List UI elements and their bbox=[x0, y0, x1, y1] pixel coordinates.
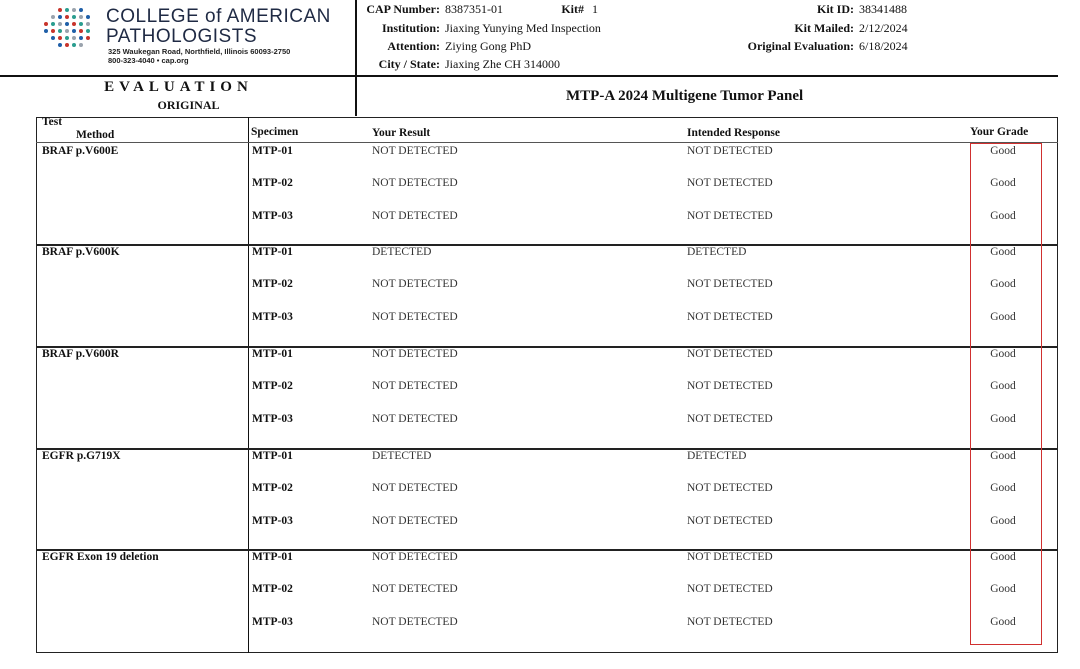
your-result: NOT DETECTED bbox=[372, 616, 458, 628]
city-value: Jiaxing Zhe CH 314000 bbox=[445, 57, 560, 71]
intended-response: NOT DETECTED bbox=[687, 278, 773, 290]
intended-response: DETECTED bbox=[687, 450, 747, 462]
your-result: NOT DETECTED bbox=[372, 348, 458, 360]
attention-label: Attention: bbox=[387, 39, 440, 53]
col-specimen: Specimen bbox=[251, 126, 299, 138]
your-grade: Good bbox=[990, 450, 1016, 462]
intended-response: NOT DETECTED bbox=[687, 482, 773, 494]
intended-response: NOT DETECTED bbox=[687, 380, 773, 392]
results-table bbox=[36, 117, 1058, 653]
your-result: NOT DETECTED bbox=[372, 515, 458, 527]
orig-eval-label: Original Evaluation: bbox=[747, 39, 854, 53]
org-name-line2: PATHOLOGISTS bbox=[106, 26, 257, 47]
intended-response: DETECTED bbox=[687, 246, 747, 258]
specimen-id: MTP-01 bbox=[252, 246, 293, 258]
intended-response: NOT DETECTED bbox=[687, 145, 773, 157]
your-result: NOT DETECTED bbox=[372, 482, 458, 494]
header-row-rule bbox=[36, 142, 1058, 143]
logo-dot bbox=[65, 36, 69, 40]
logo-dot bbox=[72, 36, 76, 40]
intended-response: NOT DETECTED bbox=[687, 311, 773, 323]
institution-value: Jiaxing Yunying Med Inspection bbox=[445, 21, 601, 35]
intended-response: NOT DETECTED bbox=[687, 551, 773, 563]
your-result: NOT DETECTED bbox=[372, 380, 458, 392]
test-name: BRAF p.V600R bbox=[42, 348, 119, 360]
logo-dot bbox=[86, 22, 90, 26]
logo-dot bbox=[72, 43, 76, 47]
logo-dot bbox=[65, 8, 69, 12]
panel-title: MTP-A 2024 Multigene Tumor Panel bbox=[566, 88, 804, 104]
test-name: EGFR Exon 19 deletion bbox=[42, 551, 159, 563]
group-divider bbox=[36, 448, 1058, 450]
logo-dot bbox=[72, 22, 76, 26]
grade-highlight-box bbox=[970, 143, 1042, 645]
kit-mailed-value: 2/12/2024 bbox=[859, 21, 908, 35]
city-label: City / State: bbox=[378, 57, 440, 71]
your-grade: Good bbox=[990, 278, 1016, 290]
logo-dot bbox=[58, 15, 62, 19]
specimen-id: MTP-03 bbox=[252, 311, 293, 323]
your-grade: Good bbox=[990, 551, 1016, 563]
your-grade: Good bbox=[990, 348, 1016, 360]
logo-dot bbox=[65, 43, 69, 47]
your-result: DETECTED bbox=[372, 450, 432, 462]
cap-number-value: 8387351-01 bbox=[445, 2, 503, 16]
logo-dot bbox=[72, 29, 76, 33]
your-grade: Good bbox=[990, 145, 1016, 157]
column-divider bbox=[248, 117, 249, 653]
col-your-grade: Your Grade bbox=[970, 126, 1029, 138]
logo-dot bbox=[86, 36, 90, 40]
test-name: BRAF p.V600E bbox=[42, 145, 119, 157]
your-grade: Good bbox=[990, 515, 1016, 527]
specimen-id: MTP-01 bbox=[252, 551, 293, 563]
your-grade: Good bbox=[990, 413, 1016, 425]
specimen-id: MTP-01 bbox=[252, 145, 293, 157]
col-your-result: Your Result bbox=[372, 127, 431, 139]
group-divider bbox=[36, 549, 1058, 551]
logo-dot bbox=[65, 22, 69, 26]
logo-dot bbox=[79, 22, 83, 26]
specimen-id: MTP-02 bbox=[252, 380, 293, 392]
your-result: NOT DETECTED bbox=[372, 583, 458, 595]
specimen-id: MTP-03 bbox=[252, 210, 293, 222]
org-address: 325 Waukegan Road, Northfield, Illinois 60093-2750 bbox=[108, 47, 291, 56]
specimen-id: MTP-03 bbox=[252, 413, 293, 425]
intended-response: NOT DETECTED bbox=[687, 177, 773, 189]
logo-dot bbox=[44, 29, 48, 33]
your-grade: Good bbox=[990, 210, 1016, 222]
specimen-id: MTP-02 bbox=[252, 177, 293, 189]
kit-mailed-label: Kit Mailed: bbox=[794, 21, 854, 35]
intended-response: NOT DETECTED bbox=[687, 210, 773, 222]
specimen-id: MTP-02 bbox=[252, 482, 293, 494]
logo-dot bbox=[58, 36, 62, 40]
header-divider bbox=[355, 0, 357, 76]
intended-response: NOT DETECTED bbox=[687, 413, 773, 425]
logo-dot bbox=[72, 8, 76, 12]
logo-dot bbox=[58, 22, 62, 26]
logo-dot bbox=[44, 22, 48, 26]
your-result: DETECTED bbox=[372, 246, 432, 258]
logo-dot bbox=[51, 36, 55, 40]
logo-dot bbox=[58, 43, 62, 47]
specimen-id: MTP-01 bbox=[252, 450, 293, 462]
your-grade: Good bbox=[990, 246, 1016, 258]
group-divider bbox=[36, 346, 1058, 348]
specimen-id: MTP-03 bbox=[252, 616, 293, 628]
your-result: NOT DETECTED bbox=[372, 311, 458, 323]
your-result: NOT DETECTED bbox=[372, 278, 458, 290]
your-result: NOT DETECTED bbox=[372, 551, 458, 563]
your-result: NOT DETECTED bbox=[372, 210, 458, 222]
evaluation-title: EVALUATION bbox=[104, 79, 253, 95]
your-result: NOT DETECTED bbox=[372, 145, 458, 157]
cap-logo bbox=[44, 4, 98, 52]
org-phone: 800-323-4040 • cap.org bbox=[108, 56, 189, 65]
logo-dot bbox=[65, 15, 69, 19]
your-grade: Good bbox=[990, 177, 1016, 189]
header-rule bbox=[0, 75, 1058, 77]
logo-dot bbox=[58, 29, 62, 33]
specimen-id: MTP-01 bbox=[252, 348, 293, 360]
intended-response: NOT DETECTED bbox=[687, 348, 773, 360]
logo-dot bbox=[72, 15, 76, 19]
specimen-id: MTP-02 bbox=[252, 583, 293, 595]
kit-value: 1 bbox=[592, 2, 598, 16]
kit-id-value: 38341488 bbox=[859, 2, 907, 16]
logo-dot bbox=[58, 8, 62, 12]
test-name: BRAF p.V600K bbox=[42, 246, 120, 258]
your-grade: Good bbox=[990, 311, 1016, 323]
group-divider bbox=[36, 244, 1058, 246]
orig-eval-value: 6/18/2024 bbox=[859, 39, 908, 53]
your-grade: Good bbox=[990, 380, 1016, 392]
logo-dot bbox=[51, 15, 55, 19]
logo-dot bbox=[79, 15, 83, 19]
specimen-id: MTP-02 bbox=[252, 278, 293, 290]
intended-response: NOT DETECTED bbox=[687, 583, 773, 595]
your-grade: Good bbox=[990, 482, 1016, 494]
logo-dot bbox=[79, 43, 83, 47]
specimen-id: MTP-03 bbox=[252, 515, 293, 527]
institution-label: Institution: bbox=[381, 21, 440, 35]
attention-value: Ziying Gong PhD bbox=[445, 39, 532, 53]
your-result: NOT DETECTED bbox=[372, 413, 458, 425]
logo-dot bbox=[79, 36, 83, 40]
kit-id-label: Kit ID: bbox=[817, 2, 854, 16]
logo-dot bbox=[65, 29, 69, 33]
org-name-line1: COLLEGE of AMERICAN bbox=[106, 6, 331, 27]
your-grade: Good bbox=[990, 616, 1016, 628]
logo-dot bbox=[86, 29, 90, 33]
your-result: NOT DETECTED bbox=[372, 177, 458, 189]
original-label: ORIGINAL bbox=[157, 98, 220, 112]
cap-number-label: CAP Number: bbox=[366, 2, 440, 16]
your-grade: Good bbox=[990, 583, 1016, 595]
intended-response: NOT DETECTED bbox=[687, 515, 773, 527]
intended-response: NOT DETECTED bbox=[687, 616, 773, 628]
logo-dot bbox=[86, 15, 90, 19]
col-test: Test bbox=[42, 116, 63, 128]
logo-dot bbox=[51, 29, 55, 33]
col-intended-response: Intended Response bbox=[687, 127, 780, 139]
logo-dot bbox=[79, 29, 83, 33]
col-method: Method bbox=[76, 129, 115, 141]
test-name: EGFR p.G719X bbox=[42, 450, 121, 462]
kit-label: Kit# bbox=[561, 2, 584, 16]
logo-dot bbox=[79, 8, 83, 12]
logo-dot bbox=[51, 22, 55, 26]
